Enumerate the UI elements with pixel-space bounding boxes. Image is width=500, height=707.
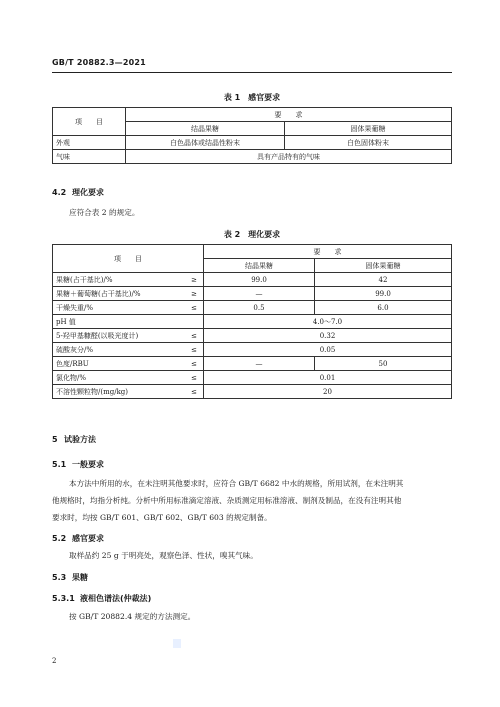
section-heading: 5.3.1 液相色谱法(仲裁法): [52, 594, 152, 603]
cell: 具有产品特有的气味: [126, 150, 452, 164]
page-number: 2: [52, 657, 57, 665]
section-heading: 5 试验方法: [52, 435, 96, 444]
row-symbol: ≤: [185, 357, 204, 371]
cell: 0.32: [204, 329, 452, 343]
section-heading: 4.2 理化要求: [52, 188, 104, 197]
row-label: 外观: [53, 136, 126, 150]
section-heading: 5.1 一般要求: [52, 460, 104, 469]
paragraph-line: 要求时，均按 GB/T 601、GB/T 602、GB/T 603 的规定制备。: [52, 513, 272, 522]
cell: 20: [204, 385, 452, 399]
row-label: 硫酸灰分/%: [53, 343, 186, 357]
table-row: [53, 385, 452, 399]
table-row: [53, 136, 452, 150]
scan-mark: [173, 639, 181, 648]
row-label: 干燥失重/%: [53, 301, 186, 315]
table2-col-item: 项 目: [53, 245, 204, 273]
table1-title: 表 1 感官要求: [223, 93, 281, 102]
row-symbol: ≥: [185, 287, 204, 301]
table1-subcol: 结晶果糖: [126, 122, 285, 136]
row-symbol: ≤: [185, 371, 204, 385]
cell: 0.5: [204, 301, 315, 315]
row-symbol: [185, 315, 204, 329]
row-label: 5-羟甲基糠醛(以吸光度计): [53, 329, 186, 343]
table-row: [53, 150, 452, 164]
table1: [52, 107, 452, 164]
table-row: [53, 357, 452, 371]
table-row: [53, 287, 452, 301]
table2-col-req: 要 求: [204, 245, 452, 259]
row-label: pH 值: [53, 315, 186, 329]
paragraph-line: 他规格时，均指分析纯。分析中所用标准滴定溶液、杂质测定用标准溶液、制剂及制品，在没有注明其他: [52, 496, 402, 505]
table2: [52, 244, 452, 399]
table-row: [53, 315, 452, 329]
table-row: [53, 343, 452, 357]
cell: 50: [315, 357, 452, 371]
paragraph-line: 本方法中所用的水，在未注明其他要求时，应符合 GB/T 6682 中水的规格，所用试剂，在未注明其: [69, 479, 404, 488]
row-symbol: ≤: [185, 329, 204, 343]
cell: 0.01: [204, 371, 452, 385]
table2-subcol: 结晶果糖: [204, 259, 315, 273]
row-symbol: ≤: [185, 343, 204, 357]
row-label: 气味: [53, 150, 126, 164]
row-label: 色度/RBU: [53, 357, 186, 371]
table1-col-item: 项 目: [53, 108, 126, 136]
row-label: 果糖＋葡萄糖(占干基比)/%: [53, 287, 186, 301]
table-row: [53, 273, 452, 287]
row-symbol: ≤: [185, 301, 204, 315]
table-row: [53, 301, 452, 315]
cell: 6.0: [315, 301, 452, 315]
cell: 0.05: [204, 343, 452, 357]
row-label: 果糖(占干基比)/%: [53, 273, 186, 287]
paragraph: 按 GB/T 20882.4 规定的方法测定。: [69, 612, 196, 621]
cell: 42: [315, 273, 452, 287]
cell: —: [204, 287, 315, 301]
row-label: 氯化物/%: [53, 371, 186, 385]
table1-col-req: 要 求: [126, 108, 452, 122]
row-label: 不溶性颗粒物/(mg/kg): [53, 385, 186, 399]
header-rule: [52, 72, 452, 73]
cell: 99.0: [204, 273, 315, 287]
section-heading: 5.2 感官要求: [52, 534, 104, 543]
table2-subcol: 固体果葡糖: [315, 259, 452, 273]
row-symbol: ≥: [185, 273, 204, 287]
table1-subcol: 固体果葡糖: [285, 122, 452, 136]
cell: 4.0～7.0: [204, 315, 452, 329]
cell: 白色晶体或结晶性粉末: [126, 136, 285, 150]
section-heading: 5.3 果糖: [52, 573, 88, 582]
cell: 99.0: [315, 287, 452, 301]
row-symbol: ≤: [185, 385, 204, 399]
table-row: [53, 371, 452, 385]
cell: —: [204, 357, 315, 371]
cell: 白色固体粉末: [285, 136, 452, 150]
paragraph: 应符合表 2 的规定。: [69, 208, 140, 217]
standard-number: GB/T 20882.3—2021: [52, 58, 146, 67]
table-row: [53, 329, 452, 343]
paragraph: 取样品约 25 g 于明亮处，观察色泽、性状，嗅其气味。: [69, 551, 258, 560]
table2-title: 表 2 理化要求: [223, 230, 281, 239]
